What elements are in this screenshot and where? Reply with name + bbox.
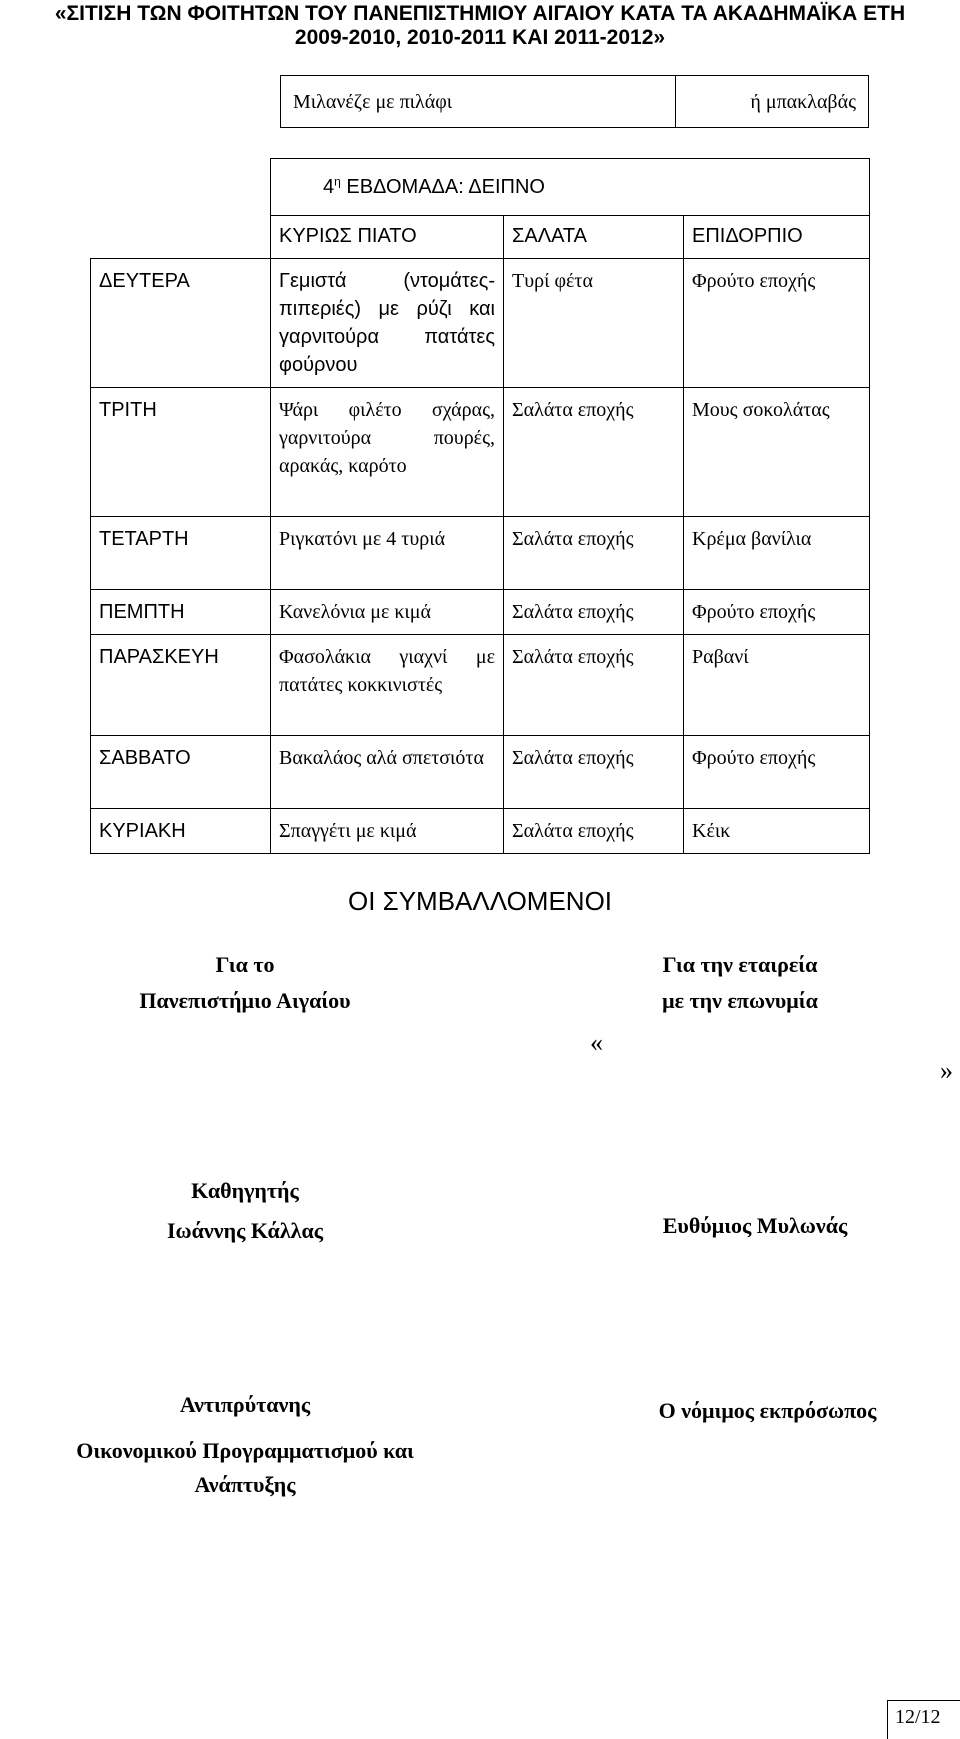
header-dessert: ΕΠΙΔΟΡΠΙΟ bbox=[684, 216, 870, 259]
salad-cell: Τυρί φέτα bbox=[504, 259, 684, 388]
company-label-line2: με την επωνυμία bbox=[662, 988, 818, 1013]
day-cell: ΠΑΡΑΣΚΕΥΗ bbox=[91, 635, 271, 736]
menu-cell-alternative: ή μπακλαβάς bbox=[676, 76, 869, 128]
company-representative-name: Ευθύμιος Μυλωνάς bbox=[662, 1213, 848, 1238]
dessert-cell: Φρούτο εποχής bbox=[684, 736, 870, 809]
page-number: 12/12 bbox=[895, 1706, 941, 1728]
professor-name: Ιωάννης Κάλλας bbox=[167, 1218, 323, 1243]
table-row bbox=[91, 388, 870, 517]
header-salad: ΣΑΛΑΤΑ bbox=[504, 216, 684, 259]
company-label-line1: Για την εταιρεία bbox=[662, 952, 818, 977]
week4-dinner-menu-table bbox=[90, 158, 870, 854]
table-row bbox=[91, 590, 870, 635]
vice-rector-title: Αντιπρύτανης bbox=[179, 1392, 311, 1417]
main-dish-cell: Σπαγγέτι με κιμά bbox=[271, 809, 504, 854]
dessert-cell: Ραβανί bbox=[684, 635, 870, 736]
dessert-cell: Μους σοκολάτας bbox=[684, 388, 870, 517]
week-ordinal: η bbox=[334, 174, 341, 189]
table-row bbox=[91, 736, 870, 809]
vice-rector-department-line1: Οικονομικού Προγραμματισμού και bbox=[76, 1438, 414, 1463]
legal-representative-label: Ο νόμιμος εκπρόσωπος bbox=[658, 1398, 877, 1423]
company-name-close-quote: » bbox=[940, 1056, 953, 1085]
company-name-open-quote: « bbox=[590, 1028, 603, 1057]
main-dish-cell: Ριγκατόνι με 4 τυριά bbox=[271, 517, 504, 590]
salad-cell: Σαλάτα εποχής bbox=[504, 388, 684, 517]
column-header-row bbox=[91, 216, 870, 259]
university-label-line1: Για το bbox=[215, 952, 275, 977]
main-dish-cell: Ψάρι φιλέτο σχάρας, γαρνιτούρα πουρές, αρακάς, καρότο bbox=[271, 388, 504, 517]
salad-cell: Σαλάτα εποχής bbox=[504, 809, 684, 854]
table-row bbox=[91, 517, 870, 590]
day-cell: ΔΕΥΤΕΡΑ bbox=[91, 259, 271, 388]
header-main-dish: ΚΥΡΙΩΣ ΠΙΑΤΟ bbox=[271, 216, 504, 259]
salad-cell: Σαλάτα εποχής bbox=[504, 517, 684, 590]
salad-cell: Σαλάτα εποχής bbox=[504, 635, 684, 736]
dessert-cell: Κρέμα βανίλια bbox=[684, 517, 870, 590]
day-cell: ΤΕΤΑΡΤΗ bbox=[91, 517, 271, 590]
main-dish-cell: Φασολάκια γιαχνί με πατάτες κοκκινιστές bbox=[271, 635, 504, 736]
dessert-cell: Φρούτο εποχής bbox=[684, 590, 870, 635]
salad-cell: Σαλάτα εποχής bbox=[504, 736, 684, 809]
dessert-cell: Κέικ bbox=[684, 809, 870, 854]
table-row bbox=[91, 635, 870, 736]
table-title-row bbox=[91, 159, 870, 216]
day-cell: ΤΡΙΤΗ bbox=[91, 388, 271, 517]
main-dish-cell: Βακαλάος αλά σπετσιότα bbox=[271, 736, 504, 809]
day-cell: ΠΕΜΠΤΗ bbox=[91, 590, 271, 635]
week-label: ΕΒΔΟΜΑΔΑ: bbox=[340, 176, 469, 198]
document-title-line1: «ΣΙΤΙΣΗ ΤΩΝ ΦΟΙΤΗΤΩΝ ΤΟΥ ΠΑΝΕΠΙΣΤΗΜΙΟΥ ΑΙΓΑΙΟΥ ΚΑΤΑ ΤΑ ΑΚΑΔΗΜΑΪΚΑ ΕΤΗ bbox=[54, 2, 906, 25]
previous-menu-row-table bbox=[280, 75, 869, 128]
vice-rector-department-line2: Ανάπτυξης bbox=[194, 1472, 296, 1497]
professor-title: Καθηγητής bbox=[191, 1178, 299, 1203]
salad-cell: Σαλάτα εποχής bbox=[504, 590, 684, 635]
table-row bbox=[91, 259, 870, 388]
contracting-parties-heading: ΟΙ ΣΥΜΒΑΛΛΟΜΕΝΟΙ bbox=[347, 886, 613, 916]
week-title-cell bbox=[271, 159, 870, 216]
meal-label: ΔΕΙΠΝΟ bbox=[468, 176, 545, 198]
table-row bbox=[281, 76, 869, 128]
week-number: 4 bbox=[323, 176, 335, 198]
dessert-cell: Φρούτο εποχής bbox=[684, 259, 870, 388]
table-row bbox=[91, 809, 870, 854]
document-title-line2: 2009-2010, 2010-2011 ΚΑΙ 2011-2012» bbox=[294, 26, 666, 49]
day-cell: ΚΥΡΙΑΚΗ bbox=[91, 809, 271, 854]
main-dish-cell: Κανελόνια με κιμά bbox=[271, 590, 504, 635]
main-dish-cell: Γεμιστά (ντομάτες-πιπεριές) με ρύζι και γαρνιτούρα πατάτες φούρνου bbox=[271, 259, 504, 388]
day-cell: ΣΑΒΒΑΤΟ bbox=[91, 736, 271, 809]
menu-cell-main: Μιλανέζε με πιλάφι bbox=[281, 76, 676, 128]
university-label-line2: Πανεπιστήμιο Αιγαίου bbox=[139, 988, 351, 1013]
